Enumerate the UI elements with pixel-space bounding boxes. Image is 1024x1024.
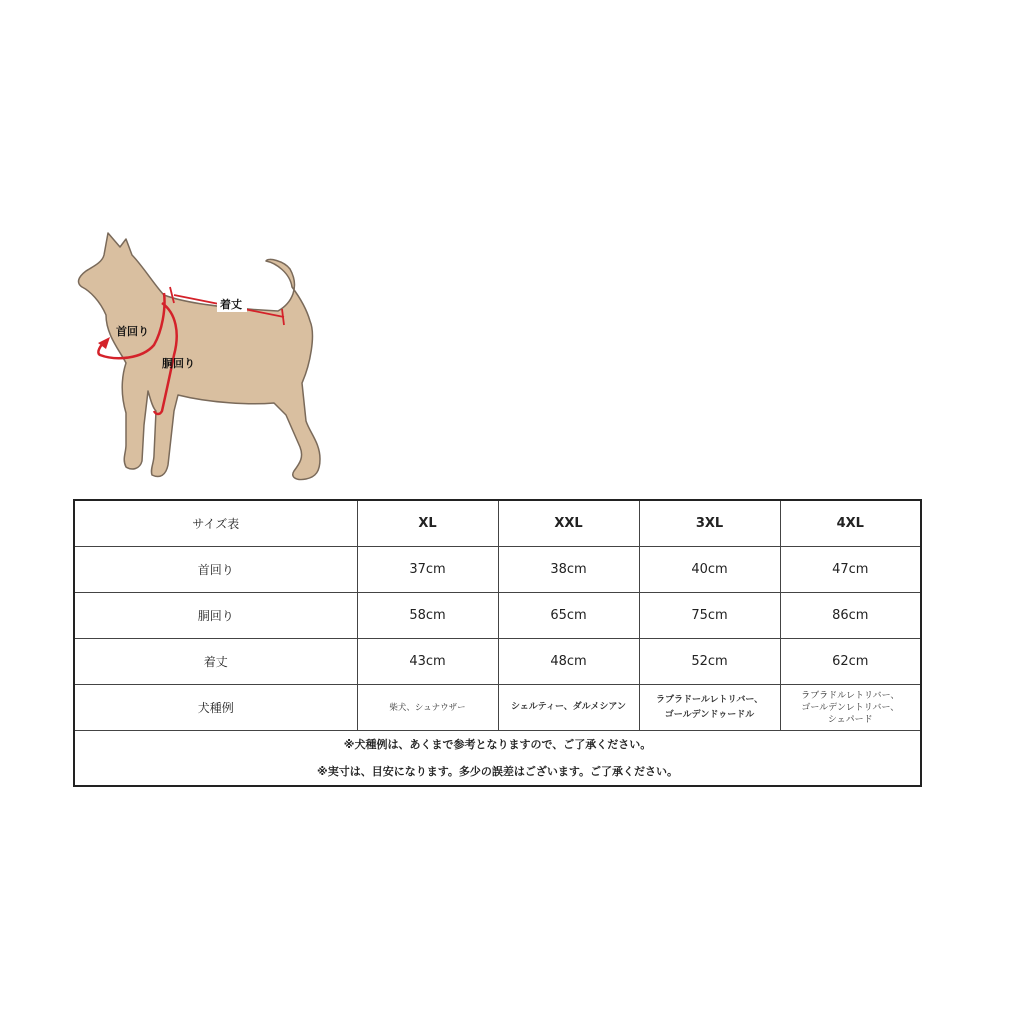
row-label-length: 着丈 — [74, 639, 357, 685]
breed-3xl-line-1: ラブラドールレトリバー、 — [656, 694, 763, 705]
size-3xl-header: 3XL — [639, 500, 780, 547]
chest-3xl: 75cm — [639, 593, 780, 639]
notes-cell — [74, 731, 921, 787]
breed-xl: 柴犬、シュナウザー — [357, 685, 498, 731]
notes-row — [74, 731, 921, 787]
size-table-title: サイズ表 — [74, 500, 357, 547]
chest-xxl: 65cm — [498, 593, 639, 639]
row-label-chest: 胴回り — [74, 593, 357, 639]
note-measurement-tolerance: ※実寸は、目安になります。多少の誤差はございます。ご了承ください。 — [317, 765, 678, 778]
dog-body-shape — [79, 233, 320, 480]
neck-label: 首回り — [116, 325, 149, 338]
chest-label: 胴回り — [162, 357, 195, 370]
note-breed-reference: ※犬種例は、あくまで参考となりますので、ご了承ください。 — [343, 738, 652, 751]
row-label-breed: 犬種例 — [74, 685, 357, 731]
breed-4xl-line-2: ゴールデンレトリバー、 — [801, 702, 900, 713]
neck-xxl: 38cm — [498, 547, 639, 593]
breed-row — [74, 685, 921, 731]
chest-4xl: 86cm — [780, 593, 921, 639]
size-xxl-header: XXL — [498, 500, 639, 547]
length-xxl: 48cm — [498, 639, 639, 685]
breed-3xl-line-2: ゴールデンドゥードル — [664, 709, 755, 720]
neck-3xl: 40cm — [639, 547, 780, 593]
length-label: 着丈 — [220, 298, 242, 311]
breed-4xl — [780, 685, 921, 731]
breed-3xl — [639, 685, 780, 731]
length-4xl: 62cm — [780, 639, 921, 685]
chest-xl: 58cm — [357, 593, 498, 639]
breed-4xl-line-3: シェパード — [827, 714, 873, 725]
length-xl: 43cm — [357, 639, 498, 685]
length-row — [74, 639, 921, 685]
neck-4xl: 47cm — [780, 547, 921, 593]
breed-xxl: シェルティー、ダルメシアン — [498, 685, 639, 731]
size-4xl-header: 4XL — [780, 500, 921, 547]
neck-xl: 37cm — [357, 547, 498, 593]
neck-row — [74, 547, 921, 593]
size-header-row — [74, 500, 921, 547]
size-table — [73, 499, 922, 787]
breed-4xl-line-1: ラブラドルレトリバー、 — [801, 690, 900, 701]
dog-illustration — [70, 225, 330, 490]
row-label-neck: 首回り — [74, 547, 357, 593]
size-xl-header: XL — [357, 500, 498, 547]
dog-measurement-diagram — [70, 225, 330, 490]
length-3xl: 52cm — [639, 639, 780, 685]
chest-row — [74, 593, 921, 639]
